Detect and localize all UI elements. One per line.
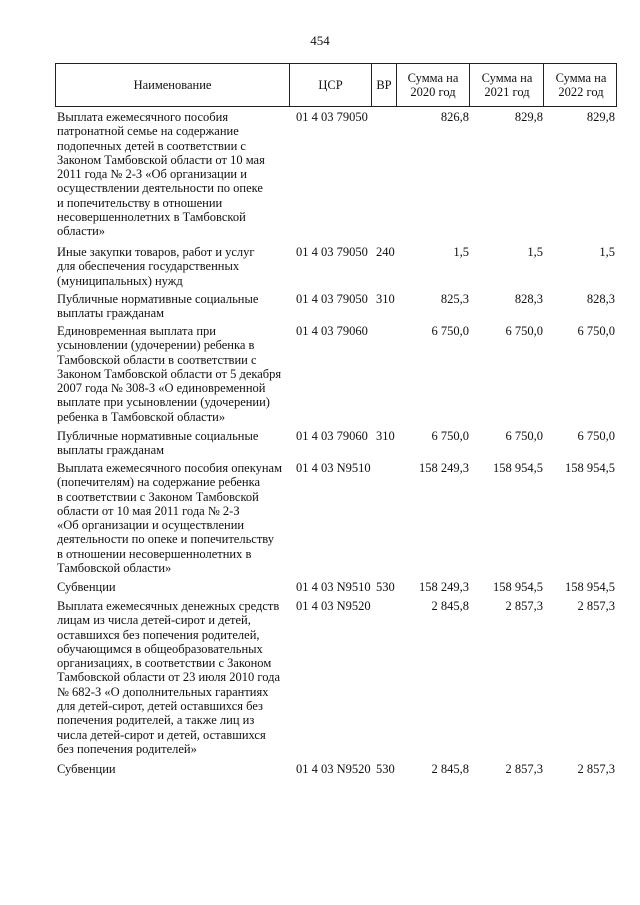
row-sum-2020: 6 750,0 [431, 429, 469, 443]
row-sum-2020: 158 249,3 [419, 461, 469, 475]
row-name: Иные закупки товаров, работ и услуг для обеспечения государственных (муниципальных) нужд [57, 245, 255, 288]
row-sum-2022: 6 750,0 [577, 324, 615, 338]
header-divider [396, 64, 397, 106]
page-number: 454 [310, 33, 330, 48]
header-sum-2020: Сумма на 2020 год [407, 71, 459, 99]
row-sum-2021: 2 857,3 [505, 599, 543, 613]
header-csr: ЦСР [318, 78, 343, 92]
row-sum-2020: 2 845,8 [431, 599, 469, 613]
row-name: Субвенции [57, 580, 116, 594]
row-name: Выплата ежемесячных денежных средств лицам из числа детей-сирот и детей, оставшихся без попечения родителей, обучающимся в общеобразовательных организациях, в соответствии с Законом Тамбовской области от 23 июля 2010 года № 682-З «О дополнительных гарантиях для детей-сирот, детей оставшихся без попечения родителей, а также лиц из числа детей-сирот и детей, оставшихся без попечения родителей» [57, 599, 281, 756]
row-sum-2022: 829,8 [586, 110, 615, 124]
table-header [55, 63, 617, 107]
header-sum-2021: Сумма на 2021 год [481, 71, 533, 99]
row-sum-2021: 6 750,0 [505, 429, 543, 443]
row-sum-2022: 2 857,3 [577, 762, 615, 776]
row-sum-2020: 826,8 [440, 110, 469, 124]
row-name: Публичные нормативные социальные выплаты гражданам [57, 429, 259, 458]
row-csr: 01 4 03 N9520 [296, 599, 371, 613]
row-vr: 530 [376, 580, 395, 594]
row-name: Публичные нормативные социальные выплаты гражданам [57, 292, 259, 321]
row-csr: 01 4 03 N9510 [296, 461, 371, 475]
row-sum-2022: 828,3 [586, 292, 615, 306]
row-sum-2022: 2 857,3 [577, 599, 615, 613]
row-name: Единовременная выплата при усыновлении (удочерении) ребенка в Тамбовской области в соответствии с Законом Тамбовской области от 5 декабря 2007 года № 308-З «О единовременной выплате при усыновлении (удочерении) ребенка в Тамбовской области» [57, 324, 282, 424]
row-sum-2021: 158 954,5 [493, 580, 543, 594]
row-sum-2022: 158 954,5 [565, 461, 615, 475]
row-sum-2020: 1,5 [453, 245, 469, 259]
row-sum-2021: 158 954,5 [493, 461, 543, 475]
row-vr: 240 [376, 245, 395, 259]
row-csr: 01 4 03 79060 [296, 429, 368, 443]
row-sum-2020: 825,3 [440, 292, 469, 306]
row-sum-2020: 2 845,8 [431, 762, 469, 776]
row-sum-2020: 158 249,3 [419, 580, 469, 594]
row-sum-2022: 158 954,5 [565, 580, 615, 594]
row-csr: 01 4 03 79050 [296, 110, 368, 124]
row-vr: 530 [376, 762, 395, 776]
row-name: Выплата ежемесячного пособия опекунам (попечителям) на содержание ребенка в соответствии с Законом Тамбовской области от 10 мая 2011 года № 2-З «Об организации и осуществлении деятельности по опеке и попечительству в отношении несовершеннолетних в Тамбовской области» [57, 461, 282, 576]
header-divider [469, 64, 470, 106]
row-sum-2022: 6 750,0 [577, 429, 615, 443]
header-sum-2022: Сумма на 2022 год [555, 71, 607, 99]
row-sum-2021: 828,3 [514, 292, 543, 306]
row-csr: 01 4 03 N9510 [296, 580, 371, 594]
row-sum-2021: 1,5 [527, 245, 543, 259]
row-csr: 01 4 03 79050 [296, 292, 368, 306]
row-sum-2020: 6 750,0 [431, 324, 469, 338]
row-csr: 01 4 03 79050 [296, 245, 368, 259]
row-sum-2021: 2 857,3 [505, 762, 543, 776]
row-sum-2021: 829,8 [514, 110, 543, 124]
row-sum-2022: 1,5 [599, 245, 615, 259]
header-name: Наименование [133, 78, 212, 92]
row-vr: 310 [376, 292, 395, 306]
row-csr: 01 4 03 N9520 [296, 762, 371, 776]
row-sum-2021: 6 750,0 [505, 324, 543, 338]
row-name: Выплата ежемесячного пособия патронатной семье на содержание подопечных детей в соответствии с Законом Тамбовской области от 10 мая 2011 года № 2-З «Об организации и осуществлении деятельности по опеке и попечительству в отношении несовершеннолетних в Тамбовской области» [57, 110, 265, 239]
row-name: Субвенции [57, 762, 116, 776]
row-csr: 01 4 03 79060 [296, 324, 368, 338]
row-vr: 310 [376, 429, 395, 443]
header-divider [543, 64, 544, 106]
header-vr: ВР [376, 78, 392, 92]
